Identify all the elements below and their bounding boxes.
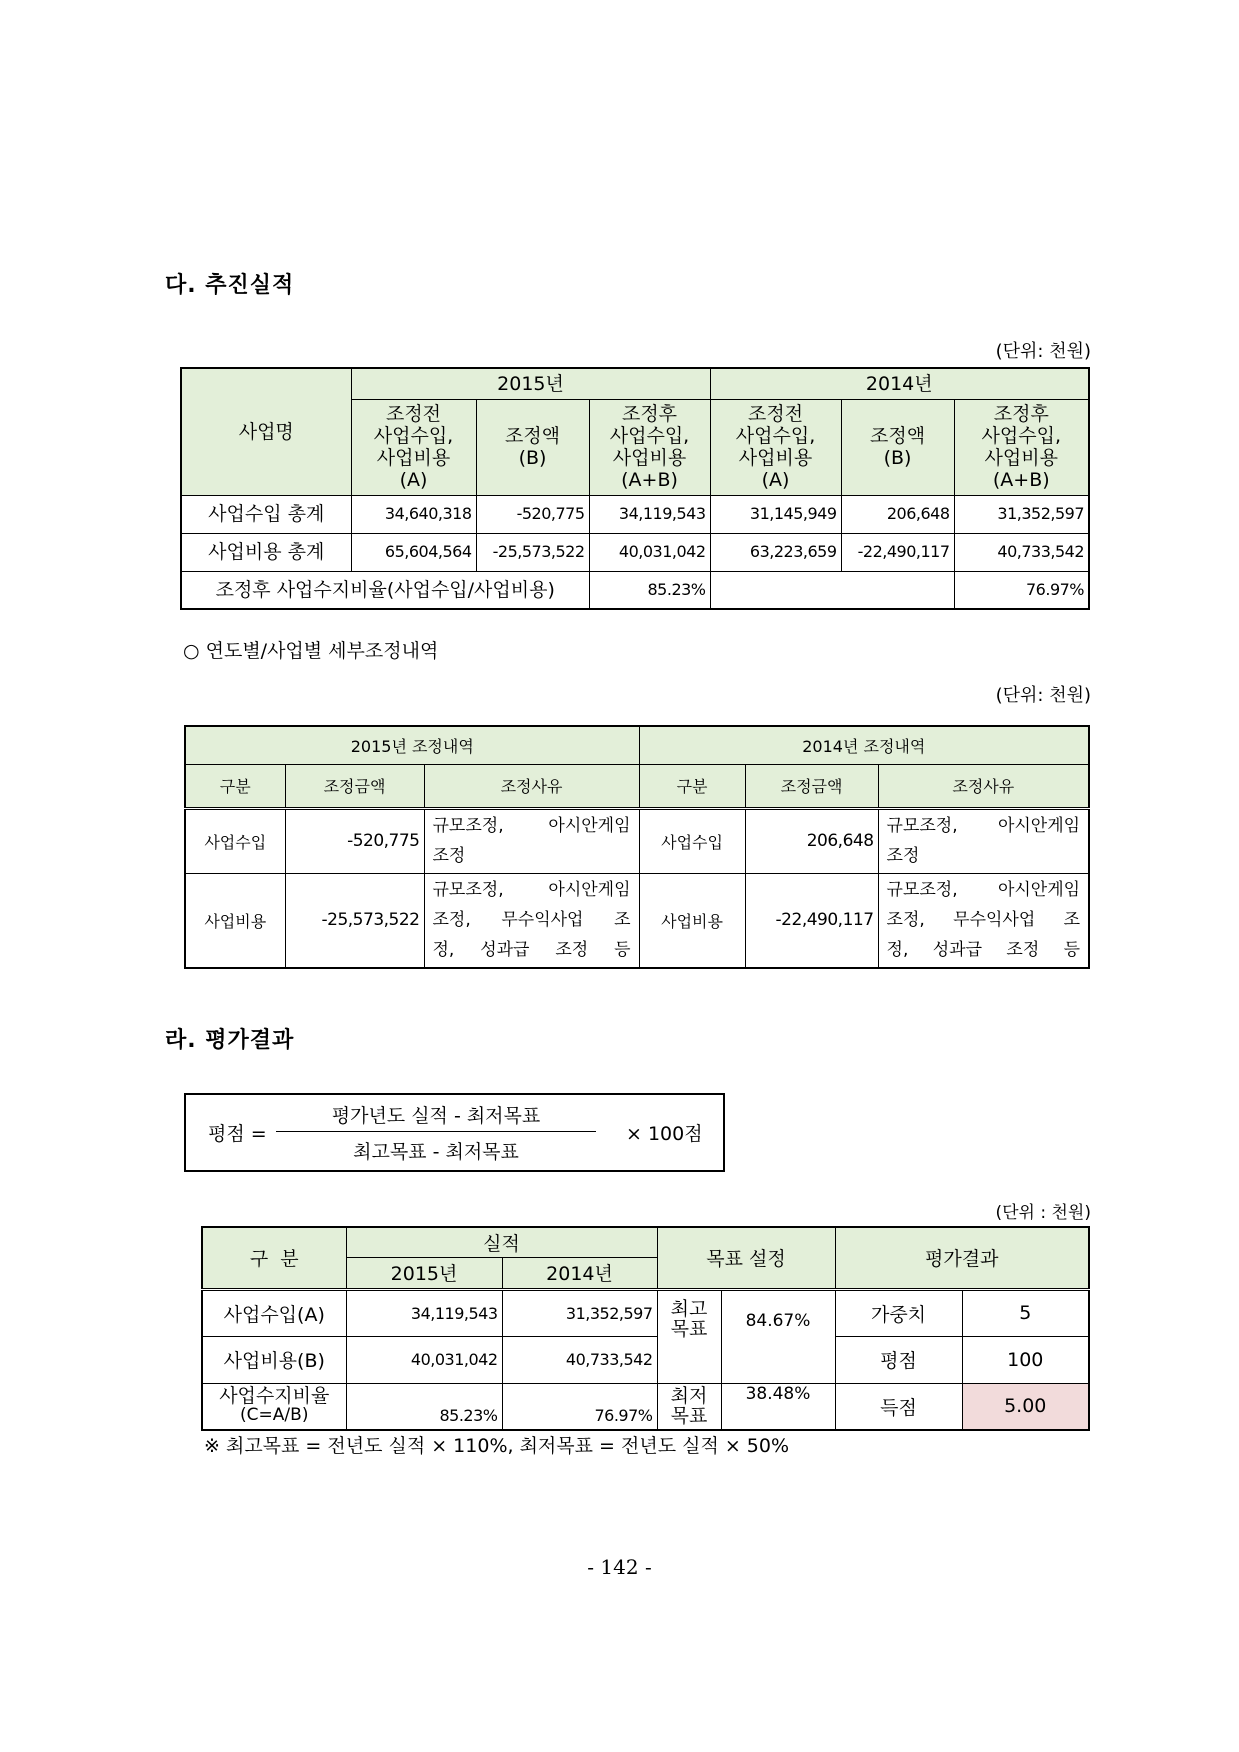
cell-value: 34,119,543 xyxy=(346,1289,502,1336)
header-2015-adjustments: 2015년 조정내역 xyxy=(185,726,639,764)
header-year-2015: 2015년 xyxy=(351,368,710,399)
reason-line: 규모조정, 아시안게임 xyxy=(886,880,1081,901)
reason-line: 정, 성과급 조정 등 xyxy=(886,940,1081,961)
header-adjust-2014: 조정액 (B) xyxy=(841,399,954,495)
cell-amount: -22,490,117 xyxy=(745,873,878,968)
cell-value: 31,145,949 xyxy=(710,495,841,533)
cell-value: -22,490,117 xyxy=(841,533,954,571)
score-value: 100 xyxy=(962,1336,1089,1383)
cell-type: 사업수입 xyxy=(639,808,745,873)
header-year-2014: 2014년 xyxy=(502,1257,657,1289)
detail-bullet: ○ 연도별/사업별 세부조정내역 xyxy=(183,640,439,662)
ratio-label: 조정후 사업수지비율(사업수입/사업비용) xyxy=(181,571,589,609)
min-target-label xyxy=(657,1383,721,1430)
points-value: 5.00 xyxy=(962,1383,1089,1430)
row-label xyxy=(202,1383,346,1430)
header-amount: 조정금액 xyxy=(745,764,878,808)
row-label: 사업수입 총계 xyxy=(181,495,351,533)
header-reason: 조정사유 xyxy=(878,764,1089,808)
cell-amount: 206,648 xyxy=(745,808,878,873)
table-row xyxy=(202,1336,1089,1383)
header-after-2014: 조정후 사업수입, 사업비용 (A+B) xyxy=(954,399,1089,495)
header-year-2015: 2015년 xyxy=(346,1257,502,1289)
table-row xyxy=(181,533,1089,571)
cell-value: 31,352,597 xyxy=(502,1289,657,1336)
weight-label: 가중치 xyxy=(835,1289,962,1336)
weight-value: 5 xyxy=(962,1289,1089,1336)
cell-reason xyxy=(424,873,639,968)
cell-value: 85.23% xyxy=(346,1383,502,1430)
unit-label: (단위: 천원) xyxy=(995,685,1091,706)
cell-type: 사업비용 xyxy=(185,873,285,968)
adjustment-detail-table xyxy=(184,725,1090,969)
reason-line: 조정, 무수익사업 조 xyxy=(432,910,631,931)
reason-line: 규모조정, 아시안게임 xyxy=(432,880,631,901)
header-amount: 조정금액 xyxy=(285,764,424,808)
reason-line: 규모조정, 아시안게임 xyxy=(886,816,1081,836)
min-target-value: 38.48% xyxy=(721,1383,835,1430)
cell-type: 사업비용 xyxy=(639,873,745,968)
reason-line: 조정 xyxy=(432,846,466,866)
cell-reason xyxy=(878,808,1089,873)
header-after-2015: 조정후 사업수입, 사업비용 (A+B) xyxy=(589,399,710,495)
cell-value: 40,733,542 xyxy=(502,1336,657,1383)
table-row xyxy=(185,873,1089,968)
cell-value: 31,352,597 xyxy=(954,495,1089,533)
label-line: 최저 xyxy=(670,1385,708,1408)
max-target-label xyxy=(657,1289,721,1383)
section-heading-results: 다. 추진실적 xyxy=(165,273,295,298)
cell-reason xyxy=(424,808,639,873)
footnote: ※ 최고목표 = 전년도 실적 × 110%, 최저목표 = 전년도 실적 × 50% xyxy=(204,1435,790,1457)
reason-line: 정, 성과급 조정 등 xyxy=(432,940,631,961)
unit-label: (단위: 천원) xyxy=(995,341,1091,362)
header-type: 구분 xyxy=(185,764,285,808)
unit-label: (단위 : 천원) xyxy=(995,1203,1091,1223)
empty-cell xyxy=(710,571,954,609)
header-type: 구분 xyxy=(639,764,745,808)
header-year-2014: 2014년 xyxy=(710,368,1089,399)
table-row xyxy=(181,495,1089,533)
cell-value: 34,640,318 xyxy=(351,495,476,533)
cell-value: 40,733,542 xyxy=(954,533,1089,571)
reason-line: 조정 xyxy=(886,846,920,866)
performance-table xyxy=(180,367,1090,610)
cell-value: -25,573,522 xyxy=(476,533,589,571)
page-number: - 142 - xyxy=(587,1555,652,1579)
cell-value: -520,775 xyxy=(476,495,589,533)
points-label: 득점 xyxy=(835,1383,962,1430)
cell-value: 65,604,564 xyxy=(351,533,476,571)
header-reason: 조정사유 xyxy=(424,764,639,808)
label-line: 목표 xyxy=(670,1317,708,1340)
header-adjust-2015: 조정액 (B) xyxy=(476,399,589,495)
score-formula xyxy=(184,1093,725,1172)
section-heading-evaluation: 라. 평가결과 xyxy=(165,1028,295,1053)
label-line: (C=A/B) xyxy=(240,1405,309,1426)
header-type: 구 분 xyxy=(202,1227,346,1289)
row-label: 사업비용 총계 xyxy=(181,533,351,571)
row-label: 사업비용(B) xyxy=(202,1336,346,1383)
formula-denominator: 최고목표 - 최저목표 xyxy=(353,1141,519,1163)
cell-value: 40,031,042 xyxy=(589,533,710,571)
label-line: 사업수지비율 xyxy=(219,1385,330,1408)
table-row xyxy=(202,1289,1089,1336)
ratio-2014: 76.97% xyxy=(954,571,1089,609)
score-label: 평점 xyxy=(835,1336,962,1383)
max-target-value: 84.67% xyxy=(721,1289,835,1383)
header-target: 목표 설정 xyxy=(657,1227,835,1289)
cell-type: 사업수입 xyxy=(185,808,285,873)
label-line: 최고 xyxy=(670,1297,708,1320)
formula-multiplier: × 100점 xyxy=(626,1123,703,1145)
cell-amount: -25,573,522 xyxy=(285,873,424,968)
header-business-name: 사업명 xyxy=(181,368,351,495)
fraction-bar xyxy=(276,1131,596,1132)
formula-numerator: 평가년도 실적 - 최저목표 xyxy=(331,1105,541,1127)
label-line: 목표 xyxy=(670,1405,708,1428)
cell-amount: -520,775 xyxy=(285,808,424,873)
reason-line: 규모조정, 아시안게임 xyxy=(432,816,631,836)
table-row xyxy=(181,571,1089,609)
cell-reason xyxy=(878,873,1089,968)
cell-value: 63,223,659 xyxy=(710,533,841,571)
reason-line: 조정, 무수익사업 조 xyxy=(886,910,1081,931)
table-row xyxy=(185,808,1089,873)
formula-lhs: 평점 = xyxy=(208,1123,267,1145)
evaluation-table xyxy=(201,1226,1090,1431)
row-label: 사업수입(A) xyxy=(202,1289,346,1336)
cell-value: 206,648 xyxy=(841,495,954,533)
header-before-2015: 조정전 사업수입, 사업비용 (A) xyxy=(351,399,476,495)
header-before-2014: 조정전 사업수입, 사업비용 (A) xyxy=(710,399,841,495)
cell-value: 40,031,042 xyxy=(346,1336,502,1383)
header-2014-adjustments: 2014년 조정내역 xyxy=(639,726,1089,764)
header-evaluation: 평가결과 xyxy=(835,1227,1089,1289)
cell-value: 76.97% xyxy=(502,1383,657,1430)
header-result: 실적 xyxy=(346,1227,657,1257)
ratio-2015: 85.23% xyxy=(589,571,710,609)
cell-value: 34,119,543 xyxy=(589,495,710,533)
table-row xyxy=(202,1383,1089,1430)
